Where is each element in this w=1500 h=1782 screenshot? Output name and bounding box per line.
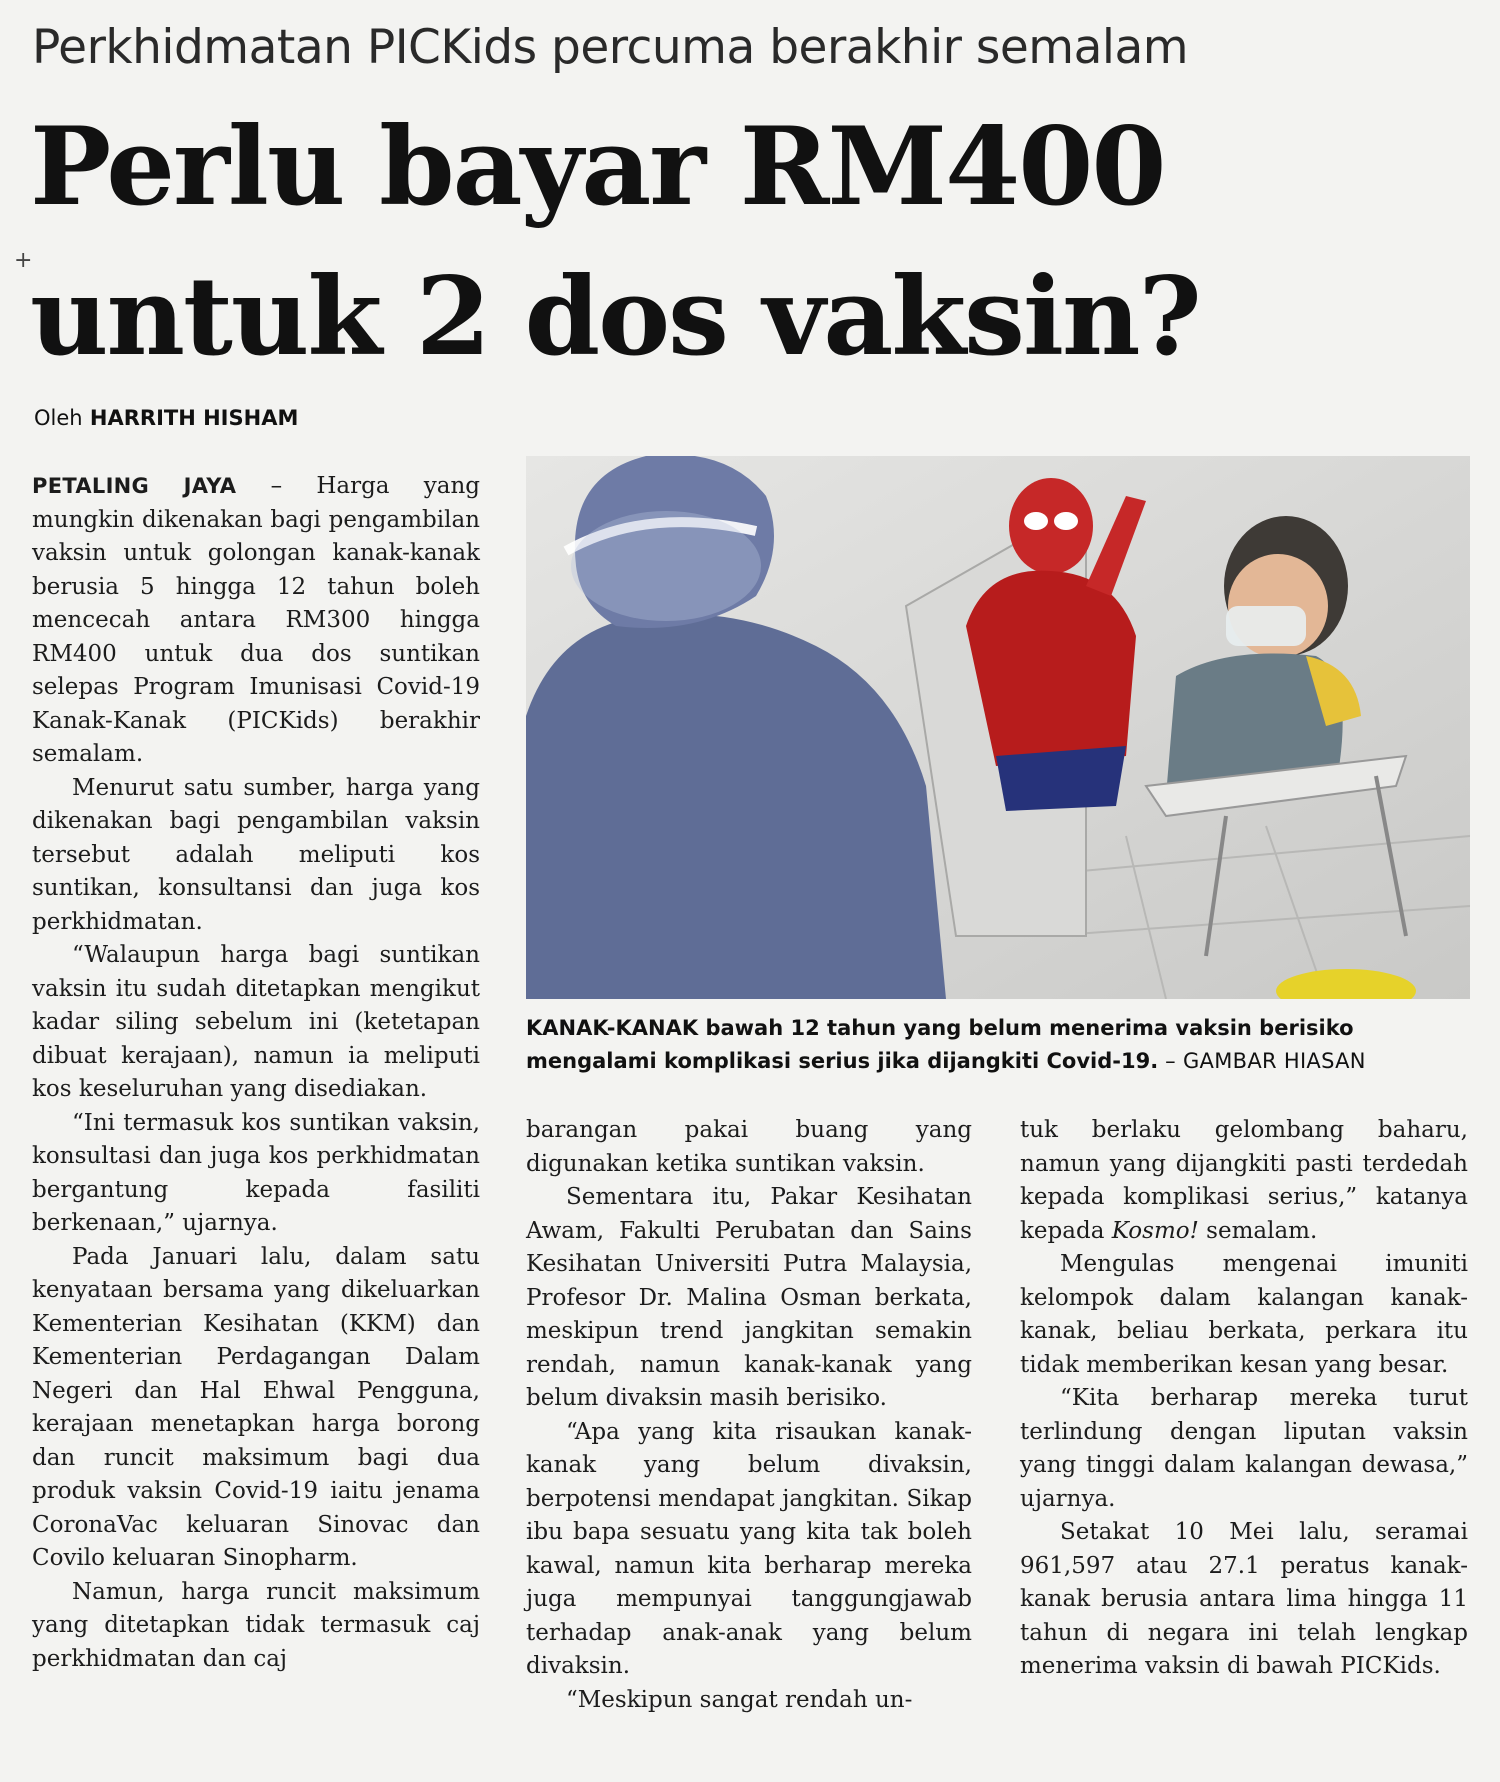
- photo-credit: – GAMBAR HIASAN: [1158, 1049, 1366, 1073]
- column-3: [1020, 1114, 1468, 1684]
- paragraph: Pada Januari lalu, dalam satu kenyataan bersama yang dikeluarkan Kementerian Kesihatan (KKM) dan Kementerian Perdagangan Dalam Negeri dan Hal Ehwal Pengguna, kerajaan menetapkan harga borong dan runcit maksimum bagi dua produk vaksin Covid-19 iaitu jenama CoronaVac keluaran Sinovac dan Covilo keluaran Sinopharm.: [32, 1243, 480, 1571]
- article-photo: [526, 456, 1470, 999]
- photo-illustration: [526, 456, 1470, 999]
- paragraph: “Apa yang kita risaukan kanak-kanak yang belum divaksin, berpotensi mendapat jangkitan. Sikap ibu bapa sesuatu yang kita tak boleh kawal, namun kita berharap mereka juga mempunyai tanggungjawab terhadap anak-anak yang belum divaksin.: [526, 1418, 972, 1679]
- paragraph: “Kita berharap mereka turut terlindung dengan liputan vaksin yang tinggi dalam kalangan dewasa,” ujarnya.: [1020, 1385, 1468, 1512]
- paragraph: Namun, harga runcit maksimum yang ditetapkan tidak termasuk caj perkhidmatan dan caj: [32, 1578, 480, 1672]
- column-2: [526, 1114, 972, 1717]
- paragraph: Setakat 10 Mei lalu, seramai 961,597 atau 27.1 peratus kanak-kanak berusia antara lima hingga 11 tahun di negara ini telah lengkap menerima vaksin di bawah PICKids.: [1020, 1519, 1468, 1679]
- lead-paragraph: [32, 470, 480, 772]
- paragraph: “Meskipun sangat rendah un-: [566, 1686, 913, 1713]
- paragraph: Sementara itu, Pakar Kesihatan Awam, Fakulti Perubatan dan Sains Kesihatan Universiti Putra Malaysia, Profesor Dr. Malina Osman berkata, meskipun trend jangkitan semakin rendah, namun kanak-kanak yang belum divaksin masih berisiko.: [526, 1184, 972, 1411]
- photo-caption: [526, 1012, 1470, 1078]
- byline-prefix: Oleh: [34, 406, 83, 430]
- quote-text: tuk berlaku gelombang baharu, namun yang dijangkiti pasti terdedah kepada komplikasi serius,” katanya kepada: [1020, 1117, 1468, 1244]
- paragraph: [1020, 1114, 1468, 1248]
- quote-end: semalam.: [1198, 1217, 1318, 1244]
- headline-line-2: untuk 2 dos vaksin?: [30, 254, 1200, 380]
- registration-mark: +: [14, 248, 33, 273]
- headline-line-1: Perlu bayar RM400: [30, 104, 1165, 230]
- byline-name: HARRITH HISHAM: [89, 406, 299, 430]
- caption-text: KANAK-KANAK bawah 12 tahun yang belum menerima vaksin berisiko mengalami komplikasi serius jika dijangkiti Covid-19.: [526, 1016, 1354, 1073]
- kicker: Perkhidmatan PICKids percuma berakhir semalam: [32, 20, 1189, 75]
- column-1: [32, 470, 480, 1676]
- paragraph: “Walaupun harga bagi suntikan vaksin itu sudah ditetapkan mengikut kadar siling sebelum ini (ketetapan dibuat kerajaan), namun ia meliputi kos keseluruhan yang disediakan.: [32, 942, 480, 1102]
- headline: [30, 92, 1470, 392]
- lead-text: – Harga yang mungkin dikenakan bagi pengambilan vaksin untuk golongan kanak-kanak berusia 5 hingga 12 tahun boleh mencecah antara RM300 hingga RM400 untuk dua dos suntikan selepas Program Imunisasi Covid-19 Kanak-Kanak (PICKids) berakhir semalam.: [32, 473, 480, 767]
- paragraph: Mengulas mengenai imuniti kelompok dalam kalangan kanak-kanak, beliau berkata, perkara itu tidak memberikan kesan yang besar.: [1020, 1251, 1468, 1378]
- byline: [34, 406, 298, 430]
- publication-name: Kosmo!: [1111, 1217, 1199, 1244]
- dateline: PETALING JAYA: [32, 474, 237, 498]
- paragraph: barangan pakai buang yang digunakan ketika suntikan vaksin.: [526, 1117, 972, 1177]
- paragraph: Menurut satu sumber, harga yang dikenakan bagi pengambilan vaksin tersebut adalah meliputi kos suntikan, konsultansi dan juga kos perkhidmatan.: [32, 774, 480, 935]
- paragraph: “Ini termasuk kos suntikan vaksin, konsultasi dan juga kos perkhidmatan bergantung kepada fasiliti berkenaan,” ujarnya.: [32, 1109, 480, 1236]
